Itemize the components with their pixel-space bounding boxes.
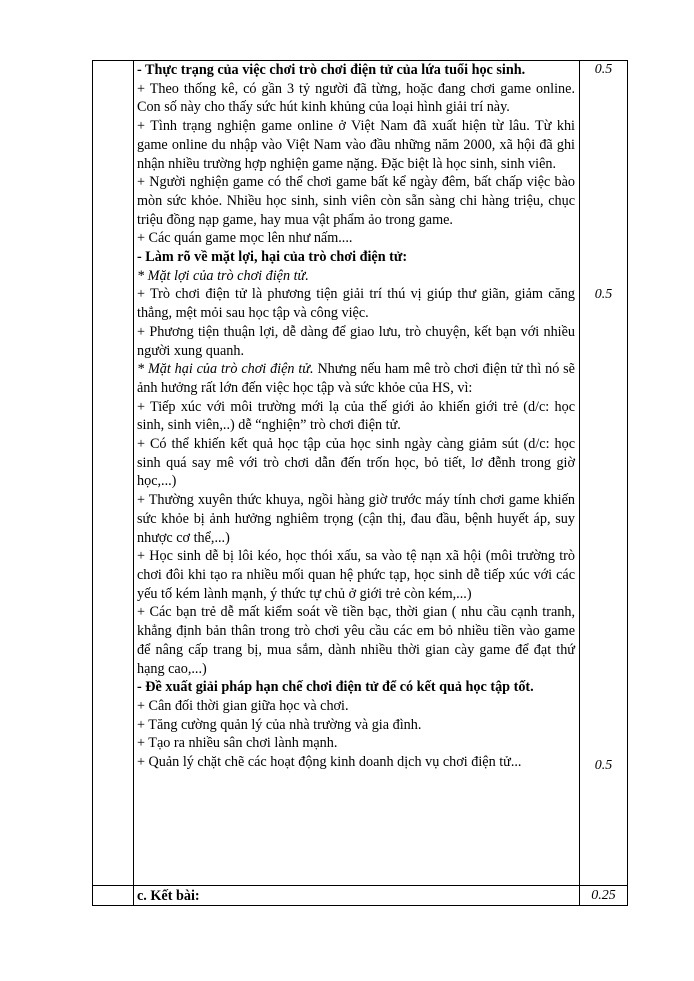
score-pros-cons: 0.5 <box>594 287 613 302</box>
status-paragraph: + Người nghiện game có thể chơi game bất kể ngày đêm, bất chấp việc bào mòn sức khỏe. Nhiều học sinh, sinh viên còn sẵn sàng chi hàng triệu, chục triệu đồng nạp game, hay mua vật phẩm ảo trong game. <box>137 174 575 228</box>
status-paragraph: + Tình trạng nghiện game online ở Việt Nam đã xuất hiện từ lâu. Từ khi game online du nhập vào Việt Nam vào đầu những năm 2000, xã hội đã ghi nhận nhiều trường hợp nghiện game nặng. Đặc biệt là học sinh, sinh viên. <box>137 118 575 172</box>
status-heading: - Thực trạng của việc chơi trò chơi điện tử của lứa tuổi học sinh. <box>137 62 526 78</box>
index-column <box>93 61 134 905</box>
cons-item: + Thường xuyên thức khuya, ngồi hàng giờ trước máy tính chơi game khiến sức khỏe bị ảnh hưởng nghiêm trọng (cận thị, đau đầu, bệnh huyết áp, suy nhược cơ thể,...) <box>137 492 575 546</box>
solutions-heading: - Đề xuất giải pháp hạn chế chơi điện tử để có kết quả học tập tốt. <box>137 679 534 696</box>
score-conclusion: 0.25 <box>591 888 616 903</box>
conclusion-heading: c. Kết bài: <box>137 888 200 904</box>
cons-item: + Tiếp xúc với môi trường mới lạ của thế giới ảo khiến giới trẻ (d/c: học sinh, sinh viên,..) dễ “nghiện” trò chơi điện tử. <box>137 398 575 434</box>
status-paragraph: + Theo thống kê, có gần 3 tỷ người đã từng, hoặc đang chơi game online. Con số này cho thấy sức hút kinh khủng của loại hình giải trí này. <box>137 80 575 116</box>
cons-intro: Nhưng nếu ham mê trò chơi điện tử thì nó sẽ ảnh hưởng rất lớn đến việc học tập và sức khỏe của HS, vì: <box>137 361 575 396</box>
score-solutions: 0.5 <box>594 758 613 773</box>
solution-item: + Tạo ra nhiều sân chơi lành mạnh. <box>137 735 338 752</box>
cons-intro-paragraph <box>137 360 575 397</box>
cons-item: + Các bạn trẻ dễ mất kiểm soát về tiền bạc, thời gian ( nhu cầu cạnh tranh, khẳng định bản thân trong trò chơi yêu cầu các em bỏ nhiều tiền vào game để nâng cấp trang bị, mua sắm, dành nhiều thời gian cày game để đạt thứ hạng cao,...) <box>137 604 575 677</box>
pros-title: * Mặt lợi của trò chơi điện tử. <box>137 267 309 284</box>
status-paragraph: + Các quán game mọc lên như nấm.... <box>137 230 353 247</box>
pros-item: + Trò chơi điện tử là phương tiện giải trí thú vị giúp thư giãn, giảm căng thẳng, mệt mỏi sau học tập và công việc. <box>137 286 575 322</box>
cons-item: + Có thể khiến kết quả học tập của học sinh ngày càng giảm sút (d/c: học sinh quá say mê với trò chơi dẫn đến trốn học, bỏ tiết, lơ đễnh trong giờ học,...) <box>137 436 575 490</box>
score-column <box>580 61 627 905</box>
cons-title: * Mặt hại của trò chơi điện tử. <box>137 361 314 378</box>
score-status: 0.5 <box>594 62 613 77</box>
pros-cons-heading: - Làm rõ về mặt lợi, hại của trò chơi điện tử: <box>137 249 408 266</box>
content-column <box>134 61 580 905</box>
grading-table <box>92 60 628 906</box>
solution-item: + Quản lý chặt chẽ các hoạt động kinh doanh dịch vụ chơi điện tử... <box>137 754 522 771</box>
pros-item: + Phương tiện thuận lợi, dễ dàng để giao lưu, trò chuyện, kết bạn với nhiều người xung quanh. <box>137 323 575 359</box>
solution-item: + Tăng cường quản lý của nhà trường và gia đình. <box>137 716 422 733</box>
cons-item: + Học sinh dễ bị lôi kéo, học thói xấu, sa vào tệ nạn xã hội (môi trường trò chơi đôi khi tạo ra nhiều mối quan hệ phức tạp, học sinh dễ tiếp xúc với các yếu tố kém lành mạnh, ý thức tự chủ ở giới trẻ còn kém,...) <box>137 548 575 602</box>
solution-item: + Cân đối thời gian giữa học và chơi. <box>137 697 349 714</box>
